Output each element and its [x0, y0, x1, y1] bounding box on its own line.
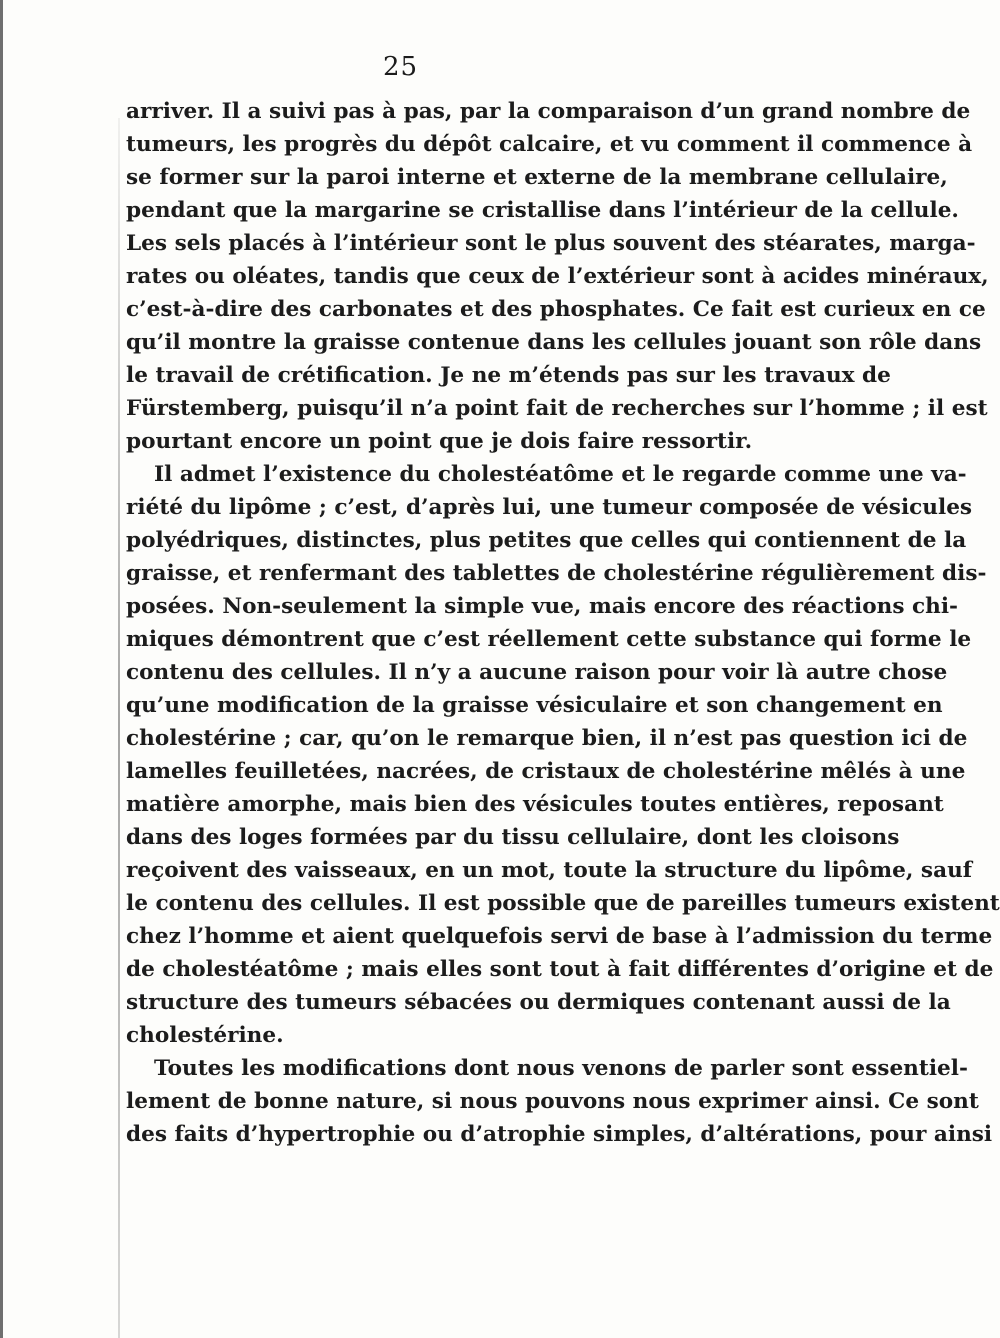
text-line: matière amorphe, mais bien des vésicules toutes entières, reposant	[126, 792, 944, 817]
text-line: Il admet l’existence du cholestéatôme et le regarde comme une va-	[154, 462, 967, 487]
text-line: lamelles feuilletées, nacrées, de cristaux de cholestérine mêlés à une	[126, 759, 966, 784]
text-line: posées. Non-seulement la simple vue, mais encore des réactions chi-	[126, 594, 959, 619]
text-line: miques démontrent que c’est réellement cette substance qui forme le	[126, 627, 972, 652]
text-line: chez l’homme et aient quelquefois servi de base à l’admission du terme	[126, 924, 993, 949]
text-line: le contenu des cellules. Il est possible que de pareilles tumeurs existent	[126, 891, 1000, 916]
text-line: arriver. Il a suivi pas à pas, par la comparaison d’un grand nombre de	[126, 99, 971, 124]
text-line: cholestérine ; car, qu’on le remarque bien, il n’est pas question ici de	[126, 726, 968, 751]
text-line: Les sels placés à l’intérieur sont le plus souvent des stéarates, marga-	[126, 231, 976, 256]
text-line: c’est-à-dire des carbonates et des phosphates. Ce fait est curieux en ce	[126, 297, 986, 322]
text-line: graisse, et renfermant des tablettes de cholestérine régulièrement dis-	[126, 561, 987, 586]
text-line: pendant que la margarine se cristallise dans l’intérieur de la cellule.	[126, 198, 959, 223]
text-line: qu’il montre la graisse contenue dans les cellules jouant son rôle dans	[126, 330, 982, 355]
text-line: se former sur la paroi interne et externe de la membrane cellulaire,	[126, 165, 948, 190]
text-line: structure des tumeurs sébacées ou dermiques contenant aussi de la	[126, 990, 951, 1015]
text-line: rates ou oléates, tandis que ceux de l’extérieur sont à acides minéraux,	[126, 264, 989, 289]
text-line: Fürstemberg, puisqu’il n’a point fait de recherches sur l’homme ; il est	[126, 396, 988, 421]
body-text	[126, 95, 1000, 1151]
page-number: 25	[382, 52, 419, 82]
text-line: tumeurs, les progrès du dépôt calcaire, et vu comment il commence à	[126, 132, 973, 157]
text-line: cholestérine.	[126, 1023, 284, 1048]
text-line: lement de bonne nature, si nous pouvons nous exprimer ainsi. Ce sont	[126, 1089, 979, 1114]
page-left-edge	[0, 0, 3, 1338]
text-line: reçoivent des vaisseaux, en un mot, toute la structure du lipôme, sauf	[126, 858, 973, 883]
text-line: contenu des cellules. Il n’y a aucune raison pour voir là autre chose	[126, 660, 948, 685]
binding-gutter	[118, 118, 120, 1338]
text-line: polyédriques, distinctes, plus petites que celles qui contiennent de la	[126, 528, 967, 553]
text-line: riété du lipôme ; c’est, d’après lui, une tumeur composée de vésicules	[126, 495, 973, 520]
text-line: pourtant encore un point que je dois faire ressortir.	[126, 429, 753, 454]
text-line: Toutes les modifications dont nous venons de parler sont essentiel-	[154, 1056, 968, 1081]
text-line: des faits d’hypertrophie ou d’atrophie simples, d’altérations, pour ainsi	[126, 1122, 993, 1147]
text-line: le travail de crétification. Je ne m’étends pas sur les travaux de	[126, 363, 891, 388]
text-line: qu’une modification de la graisse vésiculaire et son changement en	[126, 693, 943, 718]
text-line: de cholestéatôme ; mais elles sont tout à fait différentes d’origine et de	[126, 957, 994, 982]
text-line: dans des loges formées par du tissu cellulaire, dont les cloisons	[126, 825, 900, 850]
